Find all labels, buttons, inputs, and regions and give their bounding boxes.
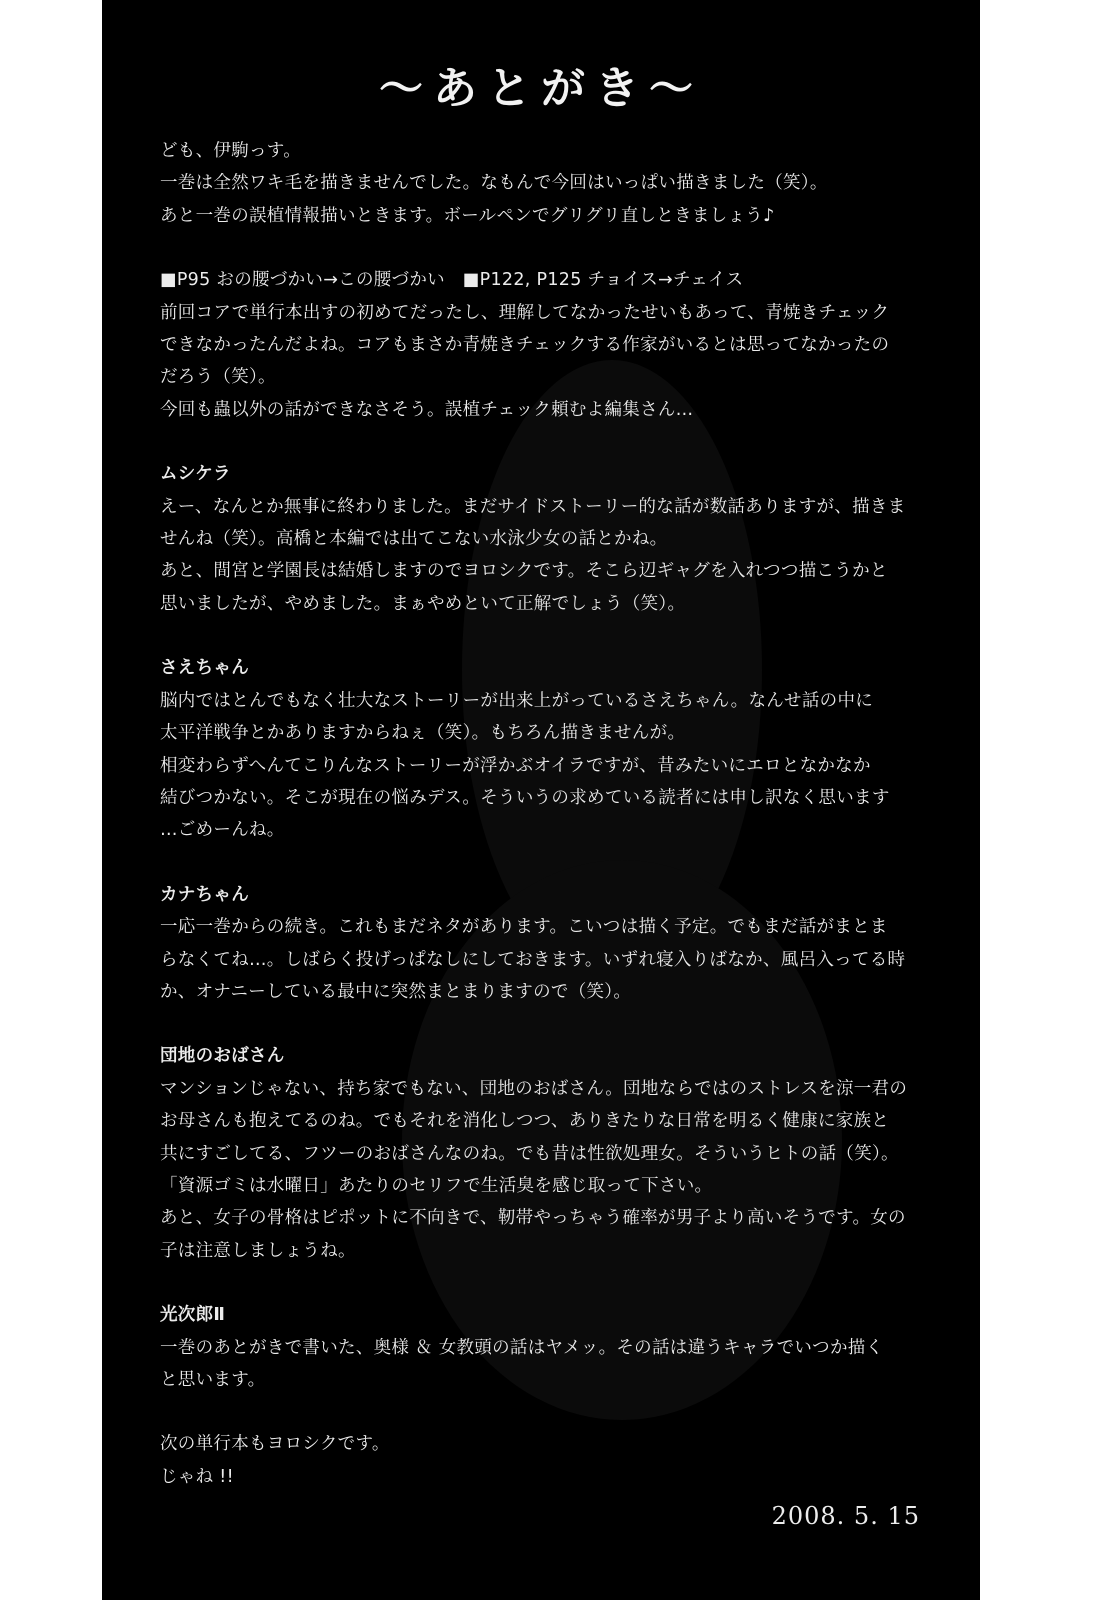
section-line: 共にすごしてる、フツーのおばさんなのね。でも昔は性欲処理女。そういうヒトの話（笑）。: [160, 1143, 899, 1164]
section-heading-danchi-obasan: 団地のおばさん: [160, 1046, 285, 1067]
section-line: 脳内ではとんでもなく壮大なストーリーが出来上がっているさえちゃん。なんせ話の中に: [160, 690, 874, 711]
section-line: らなくてね…。しばらく投げっぱなしにしておきます。いずれ寝入りばなか、風呂入ってる時: [160, 949, 906, 970]
intro-line: 一巻は全然ワキ毛を描きませんでした。なもんで今回はいっぱい描きました（笑）。: [160, 173, 828, 194]
section-line: 相変わらずへんてこりんなストーリーが浮かぶオイラですが、昔みたいにエロとなかなか: [160, 755, 871, 776]
intro-line: あと一巻の誤植情報描いときます。ボールペンでグリグリ直しときましょう♪: [160, 205, 775, 226]
section-line: えー、なんとか無事に終わりました。まだサイドストーリー的な話が数話ありますが、描きま: [160, 496, 906, 517]
closing-line: 次の単行本もヨロシクです。: [160, 1434, 390, 1455]
section-line: 一巻のあとがきで書いた、奥様 ＆ 女教頭の話はヤメッ。その話は違うキャラでいつか描く: [160, 1337, 884, 1358]
errata-line: できなかったんだよね。コアもまさか青焼きチェックする作家がいるとは思ってなかったの: [160, 335, 890, 356]
section-line: 「資源ゴミは水曜日」あたりのセリフで生活臭を感じ取って下さい。: [160, 1175, 713, 1196]
errata-line: 前回コアで単行本出すの初めてだったし、理解してなかったせいもあって、青焼きチェック: [160, 302, 890, 323]
errata-line: 今回も蟲以外の話ができなさそう。誤植チェック頼むよ編集さん…: [160, 399, 694, 420]
section-line: あと、女子の骨格はピポットに不向きで、靭帯やっちゃう確率が男子より高いそうです。女の: [160, 1208, 906, 1229]
section-heading-mushikera: ムシケラ: [160, 464, 231, 485]
section-line: 子は注意しましょうね。: [160, 1240, 356, 1261]
section-line: 思いましたが、やめました。まぁやめといて正解でしょう（笑）。: [160, 593, 686, 614]
afterword-body: [160, 135, 950, 1493]
intro-line: ども、伊駒っす。: [160, 141, 301, 161]
section-line: と思います。: [160, 1370, 266, 1390]
section-heading-kojiro-2: 光次郎Ⅱ: [160, 1305, 226, 1326]
section-line: あと、間宮と学園長は結婚しますのでヨロシクです。そこら辺ギャグを入れつつ描こうかと: [160, 561, 888, 582]
errata-line: ■P95 おの腰づかい→この腰づかい ■P122, P125 チョイス→チェイス: [160, 270, 744, 291]
section-line: お母さんも抱えてるのね。でもそれを消化しつつ、ありきたりな日常を明るく健康に家族と: [160, 1111, 890, 1132]
page-title: ～あとがき～: [379, 63, 703, 114]
section-heading-sae-chan: さえちゃん: [160, 658, 249, 679]
section-line: か、オナニーしている最中に突然まとまりますので（笑）。: [160, 981, 632, 1002]
errata-line: だろう（笑）。: [160, 367, 276, 388]
section-heading-kana-chan: カナちゃん: [160, 884, 249, 905]
closing-line: じゃね !!: [160, 1466, 234, 1487]
afterword-page: [102, 0, 980, 1600]
signature-date: 2008. 5. 15: [771, 1502, 920, 1530]
section-line: マンションじゃない、持ち家でもない、団地のおばさん。団地ならではのストレスを涼一君の: [160, 1078, 908, 1099]
section-line: 一応一巻からの続き。これもまだネタがあります。こいつは描く予定。でもまだ話がまとま: [160, 917, 888, 938]
section-line: …ごめーんね。: [160, 820, 285, 841]
section-line: せんね（笑）。高橋と本編では出てこない水泳少女の話とかね。: [160, 529, 668, 550]
section-line: 結びつかない。そこが現在の悩みデス。そういうの求めている読者には申し訳なく思います: [160, 787, 890, 808]
section-line: 太平洋戦争とかありますからねぇ（笑）。もちろん描きませんが。: [160, 723, 686, 744]
